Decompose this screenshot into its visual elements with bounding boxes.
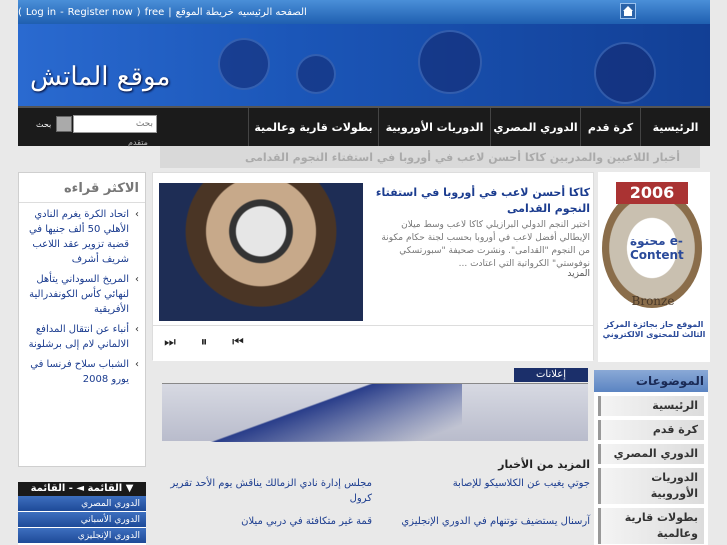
paren-close: ) bbox=[18, 6, 22, 18]
list-item[interactable]: › اتحاد الكرة يغرم النادي الأهلي 50 ألف جنيها في قضية تزوير عقد اللاعب شريف أشرف bbox=[25, 207, 139, 267]
topic-item[interactable]: كرة قدم bbox=[598, 420, 704, 440]
award-logo: محتوة e-Content bbox=[630, 234, 684, 262]
nav-home[interactable]: الرئيسية bbox=[640, 108, 710, 146]
list-item[interactable]: › الشباب سلاح فرنسا في يورو 2008 bbox=[25, 357, 139, 387]
next-icon[interactable]: ⏭ bbox=[164, 335, 176, 350]
award-badge bbox=[598, 172, 710, 362]
site-title[interactable]: موقع الماتش bbox=[30, 62, 171, 92]
football-icon bbox=[296, 54, 336, 94]
topics-menu bbox=[594, 370, 708, 545]
left-menu-head[interactable]: ▼ القائمة ◄ - القائمة bbox=[18, 482, 146, 496]
prev-icon[interactable]: ⏮ bbox=[232, 335, 244, 350]
search-label[interactable]: بحث bbox=[36, 120, 52, 129]
most-read-title: الاكثر قراءه bbox=[19, 173, 145, 203]
sitemap-link[interactable]: خريطة الموقع bbox=[175, 6, 234, 18]
list-item[interactable]: › المريخ السوداني يتأهل لنهائي كأس الكونفدرالية الأفريقية bbox=[25, 272, 139, 317]
register-link[interactable]: Register now bbox=[67, 6, 133, 18]
left-menu-item[interactable]: الدوري المصري bbox=[18, 496, 146, 512]
list-item[interactable]: جوتي يغيب عن الكلاسيكو للإصابة bbox=[452, 478, 590, 489]
award-caption: الموقع حاز بجائزة المركز الثالث للمحتوى الالكتروني bbox=[602, 320, 706, 339]
more-news-title: المزيد من الأخبار bbox=[498, 458, 590, 471]
paren-open: ( bbox=[136, 6, 141, 18]
left-menu-item[interactable]: الدوري الإنجليزي bbox=[18, 528, 146, 544]
football-icon bbox=[218, 38, 270, 90]
advanced-search-link[interactable]: متقدم bbox=[128, 138, 148, 147]
list-item[interactable]: قمة غير متكافئة في دربي ميلان bbox=[241, 516, 372, 527]
left-menu bbox=[18, 482, 146, 545]
topic-item[interactable]: الرئيسية bbox=[598, 396, 704, 416]
football-icon bbox=[594, 42, 656, 104]
home-icon[interactable] bbox=[620, 3, 636, 19]
site-banner bbox=[18, 24, 710, 106]
nav-egyptian-league[interactable]: الدوري المصري bbox=[490, 108, 580, 146]
nav-european-leagues[interactable]: الدوريات الأوروبية bbox=[378, 108, 490, 146]
featured-title[interactable]: كاكا أحسن لاعب في أوروبا في استفتاء النجوم القدامى bbox=[375, 186, 590, 215]
free-label: free bbox=[144, 6, 165, 18]
list-item[interactable]: مجلس إدارة نادي الزمالك يناقش يوم الأحد تقرير كرول bbox=[170, 478, 372, 504]
nav-football[interactable]: كرة قدم bbox=[580, 108, 640, 146]
featured-story bbox=[152, 172, 594, 360]
football-icon bbox=[418, 30, 482, 94]
pause-icon[interactable]: ⏸ bbox=[200, 335, 208, 350]
featured-summary: اختير النجم الدولي البرازيلي كاكا لاعب وسط ميلان الإيطالي أفضل لاعب في أوروبا بحسب لجنة حكام مكونة من النجوم "القدامى". ونشرت صحيفة "سبورتسكي نوفوستي" الكرواتية التي اعتادت ... bbox=[381, 220, 590, 269]
topbar-separator: | bbox=[168, 6, 172, 18]
left-menu-item[interactable]: الدوري الأسباني bbox=[18, 512, 146, 528]
home-link[interactable]: الصفحه الرئيسيه bbox=[237, 6, 307, 18]
nav-continental-cups[interactable]: بطولات قارية وعالمية bbox=[248, 108, 378, 146]
search-input[interactable] bbox=[73, 115, 157, 133]
list-item[interactable]: آرسنال يستضيف توتنهام في الدوري الإنجليزي bbox=[401, 516, 590, 527]
more-news-list bbox=[162, 476, 590, 529]
slider-controls bbox=[153, 325, 593, 361]
award-bronze: Bronze bbox=[631, 294, 675, 308]
news-ticker[interactable]: أخبار اللاعبين والمدربين كاكا أحسن لاعب في أوروبا في استفتاء النجوم القدامى bbox=[160, 146, 700, 168]
most-read-panel bbox=[18, 172, 146, 467]
topic-item[interactable]: بطولات قارية وعالمية bbox=[598, 508, 704, 544]
ad-banner[interactable] bbox=[162, 383, 588, 441]
award-year: 2006 bbox=[616, 182, 688, 204]
list-item[interactable]: › أنباء عن انتقال المدافع الالماني لام إلى برشلونة bbox=[25, 322, 139, 352]
search-icon[interactable] bbox=[56, 116, 72, 132]
featured-more-link[interactable]: المزيد bbox=[567, 269, 590, 279]
topics-title: الموضوعات bbox=[594, 370, 708, 392]
topbar-dash: - bbox=[60, 6, 64, 18]
top-bar bbox=[18, 0, 710, 24]
ads-title: إعلانات bbox=[514, 368, 588, 382]
topic-item[interactable]: الدوريات الأوروبية bbox=[598, 468, 704, 504]
topic-item[interactable]: الدوري المصري bbox=[598, 444, 704, 464]
login-link[interactable]: Log in bbox=[25, 6, 57, 18]
featured-image[interactable] bbox=[159, 183, 363, 321]
